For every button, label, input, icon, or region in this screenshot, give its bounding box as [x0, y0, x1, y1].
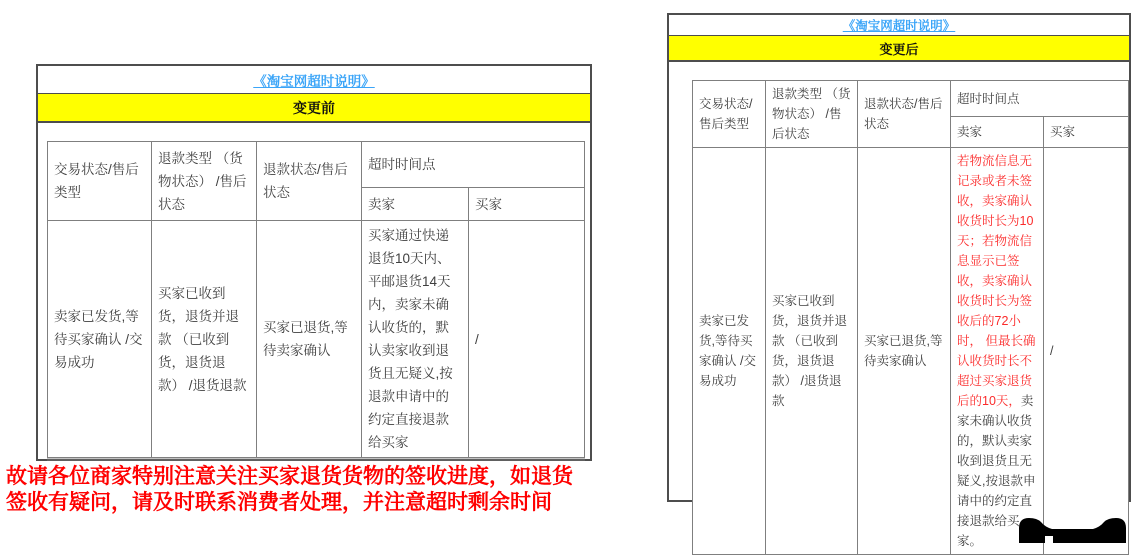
before-inner-table — [47, 141, 585, 458]
cell-transaction-status: 卖家已发货,等待买家确认 /交易成功 — [48, 221, 152, 458]
cell-refund-type: 买家已收到货，退货并退款 （已收到货，退货退款） /退货退款 — [152, 221, 257, 458]
header-refund-type: 退款类型 （货物状态） /售后状态 — [766, 81, 858, 148]
header-seller: 卖家 — [362, 188, 469, 221]
header-transaction-status: 交易状态/售后类型 — [48, 142, 152, 221]
header-seller: 卖家 — [951, 117, 1044, 148]
header-buyer: 买家 — [469, 188, 585, 221]
cell-transaction-status: 卖家已发货,等待买家确认 /交易成功 — [693, 148, 766, 555]
taobao-timeout-doc-link[interactable]: 《淘宝网超时说明》 — [842, 19, 956, 33]
merchant-warning-line-2: 签收有疑问，请及时联系消费者处理，并注意超时剩余时间 — [6, 491, 552, 514]
header-buyer: 买家 — [1044, 117, 1129, 148]
cell-seller-timeout: 若物流信息无记录或者未签收，卖家确认收货时长为10天；若物流信息显示已签收，卖家确认收货时长为签收后的72小时， 但最长确认收货时长不超过买家退货后的10天，卖家未确认收货的，默认卖家收到退货且无疑义,按退款申请中的约定直接退款给买家。 — [951, 148, 1044, 555]
doc-link-row — [38, 66, 590, 94]
banner-after: 变更后 — [669, 36, 1129, 62]
table-body-after — [669, 62, 1129, 555]
taobao-timeout-doc-link[interactable]: 《淘宝网超时说明》 — [253, 73, 375, 89]
cell-refund-status: 买家已退货,等待卖家确认 — [257, 221, 362, 458]
header-refund-type: 退款类型 （货物状态） /售后状态 — [152, 142, 257, 221]
timeout-table-before — [36, 64, 592, 461]
header-refund-status: 退款状态/售后状态 — [257, 142, 362, 221]
cell-buyer-timeout: / — [1044, 148, 1129, 555]
table-body-before — [38, 123, 590, 458]
banner-before: 变更前 — [38, 94, 590, 123]
header-timeout-point: 超时时间点 — [951, 81, 1129, 117]
merchant-warning-line-1: 故请各位商家特别注意关注买家退货货物的签收进度，如退货 — [6, 465, 573, 488]
cell-refund-status: 买家已退货,等待卖家确认 — [858, 148, 951, 555]
after-inner-table — [692, 80, 1129, 555]
cell-seller-timeout: 买家通过快递退货10天内、平邮退货14天内，卖家未确认收货的，默认卖家收到退货且无疑义,按退款申请中的约定直接退款给买家 — [362, 221, 469, 458]
cropped-black-silhouette-icon — [1018, 516, 1127, 543]
merchant-warning-text — [6, 464, 573, 516]
table-row — [693, 148, 1129, 555]
header-transaction-status: 交易状态/售后类型 — [693, 81, 766, 148]
cell-refund-type: 买家已收到货，退货并退款 （已收到货，退货退款） /退货退款 — [766, 148, 858, 555]
header-timeout-point: 超时时间点 — [362, 142, 585, 188]
doc-link-row — [669, 15, 1129, 36]
timeout-table-after — [667, 13, 1131, 548]
table-row — [48, 221, 585, 458]
cell-buyer-timeout: / — [469, 221, 585, 458]
header-refund-status: 退款状态/售后状态 — [858, 81, 951, 148]
